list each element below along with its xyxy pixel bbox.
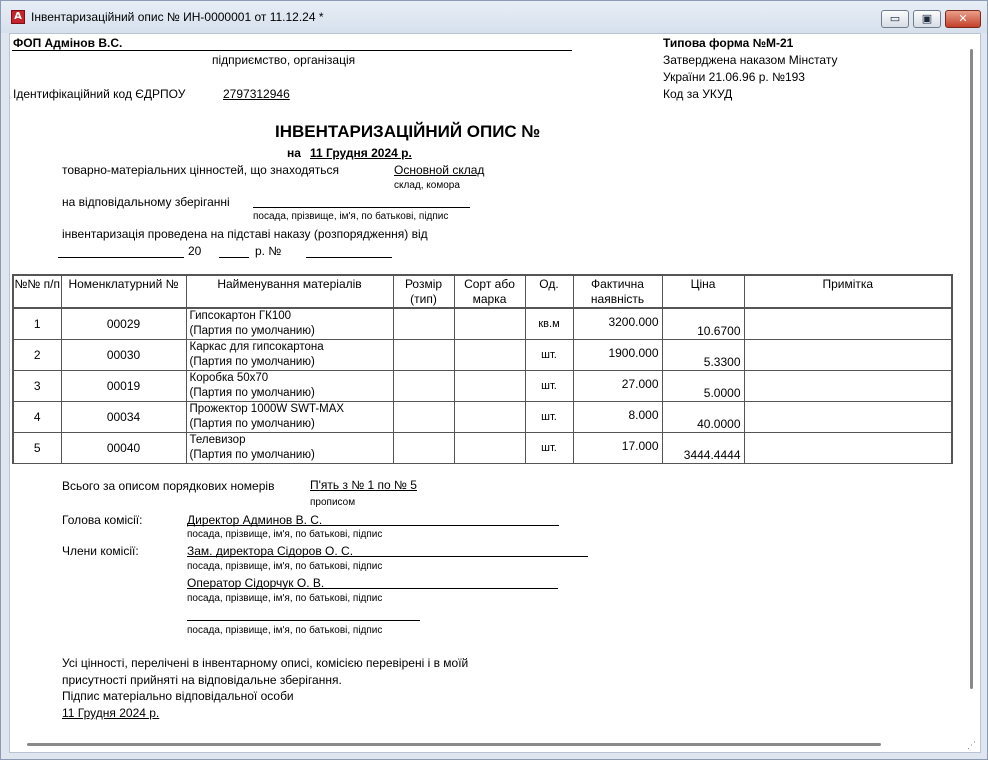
row-num: 3 (13, 371, 61, 402)
maximize-button[interactable]: ▣ (913, 10, 941, 28)
row-qty: 3200.000 (573, 308, 662, 340)
minimize-button[interactable]: ▭ (881, 10, 909, 28)
row-name: Телевизор (189, 434, 246, 446)
close-button[interactable]: ✕ (945, 10, 981, 28)
table-row (13, 371, 952, 402)
row-grade (454, 433, 525, 464)
row-note (744, 433, 952, 464)
date-prefix: на (287, 146, 301, 160)
header-name: Найменування матеріалів (186, 275, 393, 308)
resize-grip-icon[interactable]: ⋰ (967, 741, 976, 751)
row-note (744, 402, 952, 433)
row-qty: 1900.000 (573, 340, 662, 371)
header-code: Номенклатурний № (61, 275, 186, 308)
row-num: 2 (13, 340, 61, 371)
goods-text: товарно-матеріальних цінностей, що знаходяться (62, 163, 339, 177)
member3-caption: посада, прізвище, ім'я, по батькові, підпис (187, 625, 383, 636)
row-batch: (Партия по умолчанию) (189, 356, 315, 368)
header-qty: Фактична наявність (573, 275, 662, 308)
member1-value: Зам. директора Сідоров О. С. (187, 544, 354, 558)
row-unit: кв.м (525, 308, 573, 340)
edrpou-label: Ідентифікаційний код ЄДРПОУ (13, 87, 186, 101)
signature-label: Підпис матеріально відповідальної особи (62, 689, 294, 703)
member2-value: Оператор Сідорчук О. В. (187, 576, 325, 590)
header-num: №№ п/п (13, 275, 61, 308)
row-price: 10.6700 (662, 308, 744, 340)
row-price: 3444.4444 (662, 433, 744, 464)
doc-title: ІНВЕНТАРИЗАЦІЙНИЙ ОПИС № (275, 122, 541, 141)
row-batch: (Партия по умолчанию) (189, 418, 315, 430)
row-note (744, 308, 952, 340)
org-name: ФОП Адмінов В.С. (13, 36, 123, 50)
header-note: Примітка (744, 275, 952, 308)
row-name-cell (186, 340, 393, 371)
member2-line (187, 588, 558, 589)
row-code: 00034 (61, 402, 186, 433)
row-name-cell (186, 433, 393, 464)
row-price: 40.0000 (662, 402, 744, 433)
row-unit: шт. (525, 402, 573, 433)
row-grade (454, 340, 525, 371)
window-title: Інвентаризаційний опис № ИН-0000001 от 11.12.24 * (31, 10, 324, 24)
row-name: Коробка 50х70 (189, 372, 269, 384)
doc-date: 11 Грудня 2024 р. (310, 146, 412, 160)
row-name: Каркас для гипсокартона (189, 341, 324, 353)
row-size (393, 433, 454, 464)
row-size (393, 340, 454, 371)
vertical-scrollbar[interactable] (965, 35, 979, 735)
total-caption: прописом (310, 497, 356, 508)
custody-label: на відповідальному зберіганні (62, 195, 230, 209)
member1-caption: посада, прізвище, ім'я, по батькові, підпис (187, 561, 383, 572)
order-text: інвентаризація проведена на підставі наказу (розпорядження) від (62, 227, 428, 241)
header-grade: Сорт або марка (454, 275, 525, 308)
row-qty: 17.000 (573, 433, 662, 464)
app-document-icon: A (11, 10, 25, 24)
row-qty: 8.000 (573, 402, 662, 433)
horizontal-scrollbar[interactable] (11, 737, 961, 751)
member1-line (187, 556, 588, 557)
member2-caption: посада, прізвище, ім'я, по батькові, підпис (187, 593, 383, 604)
order-date-line (58, 257, 184, 258)
table-row (13, 308, 952, 340)
row-batch: (Партия по умолчанию) (189, 325, 315, 337)
approved-line2: України 21.06.96 р. №193 (663, 70, 805, 84)
members-label: Члени комісії: (62, 544, 139, 558)
row-size (393, 308, 454, 340)
warehouse-caption: склад, комора (394, 180, 460, 191)
total-value: П'ять з № 1 по № 5 (310, 478, 417, 492)
row-price: 5.3300 (662, 340, 744, 371)
edrpou-value: 2797312946 (223, 87, 290, 101)
row-batch: (Партия по умолчанию) (189, 387, 315, 399)
row-num: 1 (13, 308, 61, 340)
row-name: Гипсокартон ГК100 (189, 310, 292, 322)
row-name: Прожектор 1000W SWT-MAX (189, 403, 345, 415)
warehouse-name: Основной склад (394, 163, 485, 177)
org-underline (12, 50, 572, 51)
org-caption: підприємство, організація (212, 53, 356, 67)
row-grade (454, 371, 525, 402)
signature-date: 11 Грудня 2024 р. (62, 706, 160, 720)
title-bar[interactable] (1, 1, 987, 33)
row-grade (454, 402, 525, 433)
statement-line2: присутності прийняті на відповідальне зберігання. (62, 673, 342, 687)
table-header-row (13, 275, 952, 308)
member3-line (187, 620, 420, 621)
row-name-cell (186, 308, 393, 340)
order-number-line (306, 257, 392, 258)
row-code: 00029 (61, 308, 186, 340)
custody-caption: посада, прізвище, ім'я, по батькові, підпис (253, 211, 449, 222)
row-name-cell (186, 371, 393, 402)
row-num: 4 (13, 402, 61, 433)
header-unit: Од. (525, 275, 573, 308)
head-label: Голова комісії: (62, 513, 143, 527)
row-code: 00030 (61, 340, 186, 371)
row-grade (454, 308, 525, 340)
vertical-scroll-thumb[interactable] (970, 49, 973, 689)
table-row (13, 433, 952, 464)
row-num: 5 (13, 433, 61, 464)
horizontal-scroll-thumb[interactable] (27, 743, 881, 746)
row-note (744, 340, 952, 371)
row-unit: шт. (525, 371, 573, 402)
row-qty: 27.000 (573, 371, 662, 402)
head-value: Директор Админов В. С. (187, 513, 323, 527)
row-name-cell (186, 402, 393, 433)
head-line (187, 525, 559, 526)
row-note (744, 371, 952, 402)
ukud-label: Код за УКУД (663, 87, 733, 101)
row-code: 00040 (61, 433, 186, 464)
row-unit: шт. (525, 340, 573, 371)
form-type: Типова форма №М-21 (663, 36, 794, 50)
row-size (393, 402, 454, 433)
total-label: Всього за описом порядкових номерів (62, 479, 275, 493)
custody-line (253, 207, 470, 208)
header-price: Ціна (662, 275, 744, 308)
row-price: 5.0000 (662, 371, 744, 402)
approved-line1: Затверджена наказом Мінстату (663, 53, 838, 67)
header-size: Розмір (тип) (393, 275, 454, 308)
inventory-table (12, 274, 953, 464)
year-prefix: 20 (188, 244, 202, 258)
row-batch: (Партия по умолчанию) (189, 449, 315, 461)
row-unit: шт. (525, 433, 573, 464)
year-line (219, 257, 249, 258)
row-code: 00019 (61, 371, 186, 402)
row-size (393, 371, 454, 402)
head-caption: посада, прізвище, ім'я, по батькові, підпис (187, 529, 383, 540)
report-page (9, 33, 981, 753)
year-suffix: р. № (255, 244, 282, 258)
table-row (13, 340, 952, 371)
table-row (13, 402, 952, 433)
statement-line1: Усі цінності, перелічені в інвентарному описі, комісією перевірені і в моїй (62, 656, 469, 670)
